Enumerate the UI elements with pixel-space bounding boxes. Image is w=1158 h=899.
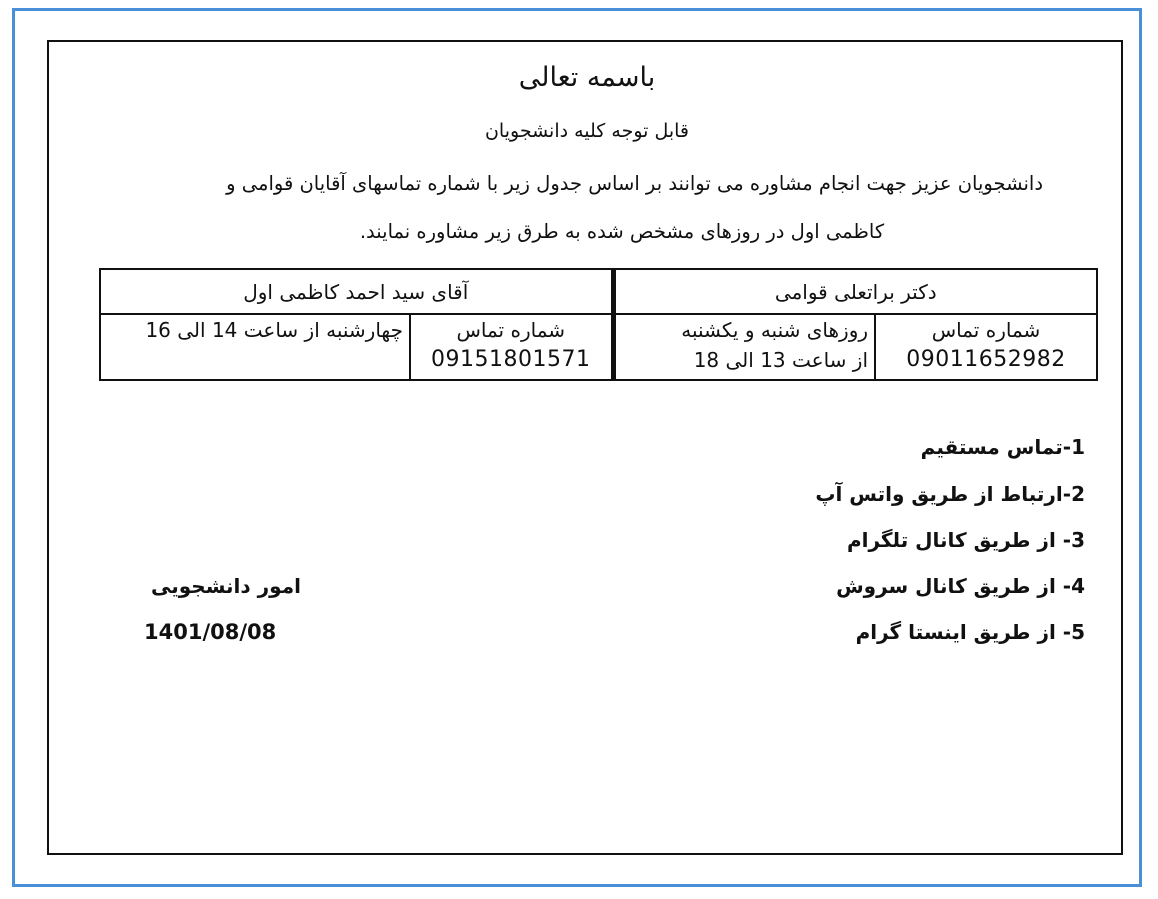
advisor1-days-cell <box>613 314 875 380</box>
signature-office: امور دانشجویی <box>151 574 301 598</box>
paragraph-line-1: دانشجویان عزیز جهت انجام مشاوره می توانند بر اساس جدول زیر با شماره تماسهای آقایان قوامی و <box>226 172 1043 195</box>
document-title: باسمه تعالی <box>518 62 656 93</box>
advisor2-contact-cell <box>410 314 613 380</box>
signature-date: 1401/08/08 <box>144 620 277 644</box>
advisor2-days-cell <box>100 314 410 380</box>
paragraph-line-2: کاظمی اول در روزهای مشخص شده به طرق زیر مشاوره نمایند. <box>359 220 885 243</box>
method-telegram: 3- از طریق کانال تلگرام <box>846 528 1085 552</box>
advisor1-days-line2: از ساعت 13 الی 18 <box>693 348 869 372</box>
advisor1-phone: 09011652982 <box>906 347 1066 372</box>
advisor-schedule-table <box>99 268 1098 381</box>
method-soroush: 4- از طریق کانال سروش <box>836 574 1085 598</box>
advisor2-contact-label: شماره تماس <box>456 318 566 342</box>
advisor1-contact-cell <box>875 314 1097 380</box>
advisor1-name-cell: دکتر براتعلی قوامی <box>613 269 1097 314</box>
document-subtitle: قابل توجه کلیه دانشجویان <box>484 120 690 142</box>
advisor1-contact-label: شماره تماس <box>931 318 1041 342</box>
notice-document <box>47 40 1123 855</box>
advisor2-phone: 09151801571 <box>431 347 591 372</box>
advisor2-name-cell: آقای سید احمد کاظمی اول <box>100 269 613 314</box>
method-whatsapp: 2-ارتباط از طریق واتس آپ <box>815 482 1085 506</box>
advisor2-days: چهارشنبه از ساعت 14 الی 16 <box>145 318 404 342</box>
method-direct-call: 1-تماس مستقیم <box>920 435 1085 459</box>
advisor1-days-line1: روزهای شنبه و یکشنبه <box>681 318 869 342</box>
method-instagram: 5- از طریق اینستا گرام <box>855 620 1085 644</box>
table-row <box>100 269 1097 314</box>
table-row <box>100 314 1097 380</box>
